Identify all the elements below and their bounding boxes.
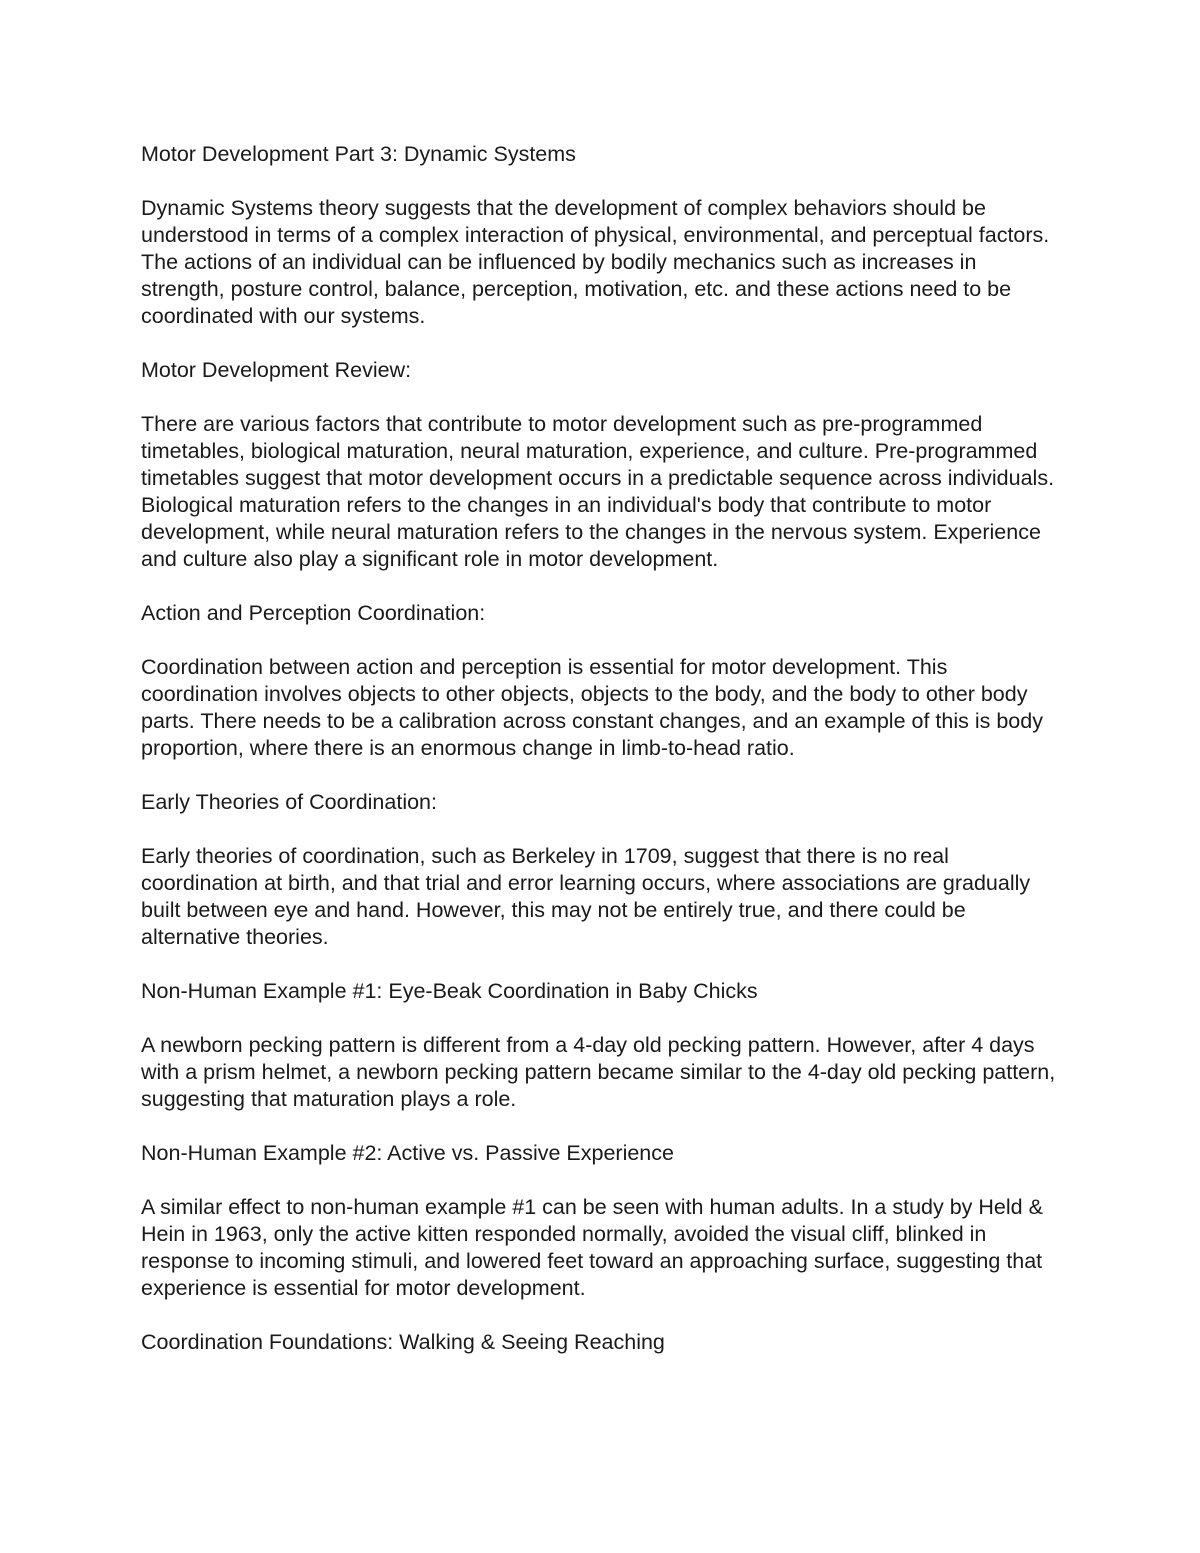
section-body-motor-development-review: There are various factors that contribute to motor development such as pre-programmed timetables, biological maturation, neural maturation, experience, and culture. Pre-programmed timetables suggest that motor development occurs in a predictable sequence across individuals. Biological maturation refers to the changes in an individual's body that contribute to motor development, while neural maturation refers to the changes in the nervous system. Experience and culture also play a significant role in motor development. [141,412,1055,571]
section-heading-early-theories: Early Theories of Coordination: [141,790,437,814]
section-body-non-human-example-2: A similar effect to non-human example #1 can be seen with human adults. In a study by Held & Hein in 1963, only the active kitten responded normally, avoided the visual cliff, blinked in response to incoming stimuli, and lowered feet toward an approaching surface, suggesting that experience is essential for motor development. [141,1195,1043,1300]
section-heading-action-perception: Action and Perception Coordination: [141,601,486,625]
section-body-early-theories: Early theories of coordination, such as Berkeley in 1709, suggest that there is no real coordination at birth, and that trial and error learning occurs, where associations are gradually built between eye and hand. However, this may not be entirely true, and there could be alternative theories. [141,844,1031,949]
document-page [141,141,1066,1383]
section-heading-non-human-example-2: Non-Human Example #2: Active vs. Passive Experience [141,1141,674,1165]
document-title: Motor Development Part 3: Dynamic Systems [141,142,576,166]
section-heading-motor-development-review: Motor Development Review: [141,358,412,382]
intro-paragraph: Dynamic Systems theory suggests that the development of complex behaviors should be understood in terms of a complex interaction of physical, environmental, and perceptual factors. The actions of an individual can be influenced by bodily mechanics such as increases in strength, posture control, balance, perception, motivation, etc. and these actions need to be coordinated with our systems. [141,196,1050,328]
section-heading-non-human-example-1: Non-Human Example #1: Eye-Beak Coordination in Baby Chicks [141,979,758,1003]
section-heading-coordination-foundations: Coordination Foundations: Walking & Seeing Reaching [141,1330,665,1354]
section-body-non-human-example-1: A newborn pecking pattern is different from a 4-day old pecking pattern. However, after 4 days with a prism helmet, a newborn pecking pattern became similar to the 4-day old pecking pattern, suggesting that maturation plays a role. [141,1033,1056,1111]
section-body-action-perception: Coordination between action and perception is essential for motor development. This coordination involves objects to other objects, objects to the body, and the body to other body parts. There needs to be a calibration across constant changes, and an example of this is body proportion, where there is an enormous change in limb-to-head ratio. [141,655,1043,760]
